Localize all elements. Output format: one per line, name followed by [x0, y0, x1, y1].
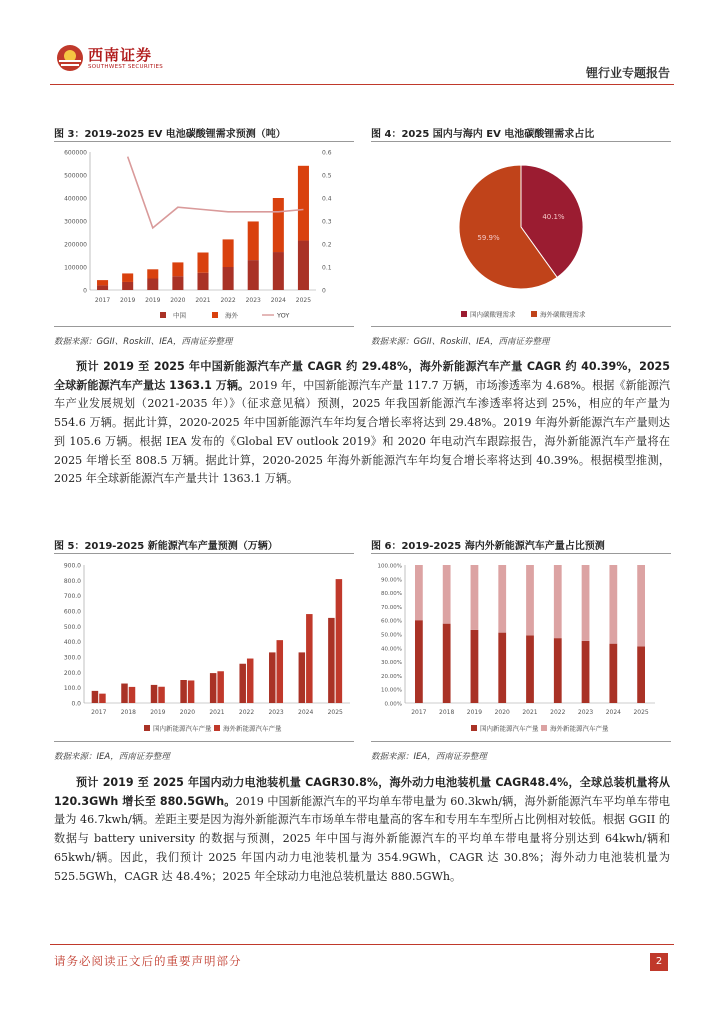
- report-type: 锂行业专题报告: [585, 66, 670, 80]
- fig6-legend-label: 海外新能源汽车产量: [550, 724, 609, 733]
- fig5-legend-label: 海外新能源汽车产量: [223, 724, 282, 733]
- fig5-bar-海外新能源汽车产量: [99, 694, 106, 703]
- fig6-x-tick-label: 2022: [550, 709, 566, 716]
- fig3-legend-label: 中国: [173, 311, 186, 320]
- fig5-source: 数据来源：IEA，西南证券整理: [54, 752, 170, 762]
- fig3-y-tick-label: 600000: [64, 149, 87, 157]
- fig3-bar-中国: [197, 273, 208, 290]
- fig5-bar-国内新能源汽车产量: [121, 684, 128, 703]
- fig3-bar-海外: [223, 239, 234, 267]
- fig4-legend-swatch: [531, 311, 537, 317]
- fig5-bar-海外新能源汽车产量: [129, 687, 136, 703]
- fig6-y-tick-label: 90.00%: [381, 577, 402, 584]
- fig5-x-tick-label: 2022: [238, 709, 255, 716]
- fig3-y2-tick-label: 0.2: [322, 241, 332, 249]
- fig6-y-tick-label: 100.00%: [377, 563, 402, 570]
- logo-text-cn: 西南证券: [88, 46, 153, 64]
- fig6-bar-海外新能源汽车产量: [637, 565, 645, 646]
- fig3-bar-海外: [147, 269, 158, 278]
- fig3-y-tick-label: 300000: [64, 218, 87, 226]
- fig6-bar-国内新能源汽车产量: [498, 633, 506, 703]
- fig5-bar-国内新能源汽车产量: [239, 664, 246, 703]
- fig5-bar-海外新能源汽车产量: [277, 640, 284, 703]
- paragraph-ev-production: [54, 358, 670, 489]
- fig5-bar-海外新能源汽车产量: [247, 659, 254, 703]
- fig4-legend-swatch: [461, 311, 467, 317]
- fig5-legend-label: 国内新能源汽车产量: [153, 724, 212, 733]
- fig6-bar-海外新能源汽车产量: [554, 565, 562, 638]
- fig3-rule-bottom: [54, 326, 354, 327]
- fig5-x-tick-label: 2019: [150, 709, 166, 716]
- fig6-bar-国内新能源汽车产量: [582, 641, 590, 703]
- fig3-bar-海外: [248, 221, 259, 260]
- fig5-title: 图 5：2019-2025 新能源汽车产量预测（万辆）: [54, 541, 278, 552]
- fig6-chart: [371, 555, 671, 740]
- fig3-bar-中国: [273, 252, 284, 290]
- fig6-x-tick-label: 2021: [522, 709, 538, 716]
- footer-notice: 请务必阅读正文后的重要声明部分: [54, 954, 242, 968]
- fig6-y-tick-label: 40.00%: [381, 646, 402, 653]
- fig5-x-tick-label: 2018: [120, 709, 136, 716]
- fig5-rule-bottom: [54, 741, 354, 742]
- fig6-y-tick-label: 0.00%: [384, 701, 402, 708]
- fig3-bar-海外: [197, 253, 208, 273]
- fig6-y-tick-label: 80.00%: [381, 591, 402, 598]
- fig4-value-label: 40.1%: [542, 213, 565, 222]
- fig3-bar-中国: [122, 282, 133, 290]
- fig6-y-tick-label: 20.00%: [381, 673, 402, 680]
- fig4-value-label: 59.9%: [477, 233, 500, 242]
- fig5-x-tick-label: 2024: [298, 709, 314, 716]
- fig6-legend-swatch: [541, 725, 547, 731]
- fig4-legend-label: 海外碳酸锂需求: [540, 310, 586, 319]
- fig3-bar-中国: [223, 267, 234, 290]
- fig3-bar-海外: [122, 273, 133, 282]
- fig3-bar-海外: [97, 280, 108, 285]
- fig3-bar-海外: [273, 198, 284, 252]
- fig6-x-tick-label: 2023: [577, 709, 594, 716]
- fig6-x-tick-label: 2025: [633, 709, 649, 716]
- fig3-y2-tick-label: 0.3: [322, 218, 332, 226]
- fig6-x-tick-label: 2019: [466, 709, 483, 716]
- fig5-x-tick-label: 2017: [91, 709, 107, 716]
- fig6-bar-海外新能源汽车产量: [582, 565, 590, 641]
- fig6-bar-国内新能源汽车产量: [526, 635, 534, 703]
- fig5-bar-国内新能源汽车产量: [299, 652, 306, 703]
- fig3-y2-tick-label: 0.4: [322, 195, 332, 203]
- fig5-bar-国内新能源汽车产量: [269, 652, 276, 703]
- fig3-x-tick-label: 2017: [94, 297, 111, 304]
- fig6-bar-海外新能源汽车产量: [443, 565, 451, 624]
- fig6-bar-国内新能源汽车产量: [471, 630, 479, 703]
- fig5-x-tick-label: 2025: [327, 709, 343, 716]
- fig3-x-tick-label: 2019: [120, 297, 136, 304]
- fig6-y-tick-label: 60.00%: [381, 618, 402, 625]
- fig3-bar-中国: [248, 260, 259, 290]
- fig4-source: 数据来源：GGII、Roskill、IEA，西南证券整理: [371, 337, 550, 347]
- fig3-y-tick-label: 200000: [64, 241, 87, 249]
- fig5-legend-swatch: [144, 725, 150, 731]
- fig5-bar-海外新能源汽车产量: [158, 687, 165, 703]
- fig6-bar-国内新能源汽车产量: [554, 638, 562, 703]
- fig5-y-tick-label: 200.0: [63, 669, 81, 677]
- page-number: 2: [650, 953, 668, 971]
- fig3-y-tick-label: 100000: [64, 264, 87, 272]
- fig5-y-tick-label: 800.0: [63, 577, 81, 585]
- fig5-y-tick-label: 300.0: [63, 654, 81, 662]
- footer-divider: [50, 944, 674, 945]
- fig5-y-tick-label: 500.0: [63, 623, 81, 631]
- fig6-bar-国内新能源汽车产量: [609, 644, 617, 703]
- fig6-rule-bottom: [371, 741, 671, 742]
- fig6-rule: [371, 553, 671, 554]
- fig3-bar-中国: [147, 279, 158, 291]
- fig6-bar-海外新能源汽车产量: [471, 565, 479, 630]
- fig5-bar-国内新能源汽车产量: [92, 691, 99, 703]
- fig3-x-tick-label: 2019: [145, 297, 161, 304]
- fig3-y2-tick-label: 0.6: [322, 149, 332, 157]
- fig5-bar-海外新能源汽车产量: [217, 671, 224, 703]
- fig6-x-tick-label: 2017: [411, 709, 427, 716]
- fig6-bar-国内新能源汽车产量: [415, 620, 423, 703]
- fig3-legend-swatch: [212, 312, 218, 318]
- fig3-y2-tick-label: 0.1: [322, 264, 332, 272]
- fig6-y-tick-label: 10.00%: [381, 687, 402, 694]
- fig3-bar-中国: [97, 285, 108, 290]
- fig6-legend-swatch: [471, 725, 477, 731]
- fig5-y-tick-label: 700.0: [63, 593, 81, 601]
- fig6-legend-label: 国内新能源汽车产量: [480, 724, 539, 733]
- fig6-title: 图 6：2019-2025 海内外新能源汽车产量占比预测: [371, 541, 605, 552]
- fig3-title: 图 3：2019-2025 EV 电池碳酸锂需求预测（吨）: [54, 129, 286, 140]
- fig3-source: 数据来源：GGII、Roskill、IEA，西南证券整理: [54, 337, 233, 347]
- fig3-x-tick-label: 2020: [170, 297, 186, 304]
- logo-emblem-icon: [56, 44, 84, 72]
- fig6-source: 数据来源：IEA，西南证券整理: [371, 752, 487, 762]
- fig6-bar-国内新能源汽车产量: [443, 624, 451, 703]
- fig5-y-tick-label: 0.0: [71, 700, 81, 708]
- fig4-legend-label: 国内碳酸锂需求: [470, 310, 516, 319]
- fig5-bar-海外新能源汽车产量: [336, 579, 343, 703]
- fig6-x-tick-label: 2020: [494, 709, 510, 716]
- fig3-x-tick-label: 2023: [245, 297, 261, 304]
- fig3-legend-label: 海外: [225, 311, 238, 320]
- fig6-bar-海外新能源汽车产量: [498, 565, 506, 633]
- fig6-y-tick-label: 50.00%: [381, 632, 402, 639]
- fig3-bar-中国: [298, 241, 309, 290]
- fig6-bar-海外新能源汽车产量: [526, 565, 534, 635]
- fig4-rule-bottom: [371, 326, 671, 327]
- paragraph-battery-installations: [54, 774, 670, 886]
- fig5-bar-国内新能源汽车产量: [151, 685, 158, 703]
- paragraph-ev-production-body: 2019 年，中国新能源汽车产量 117.7 万辆，市场渗透率为 4.68%。根据《新能源汽车产业发展规划（2021-2035 年）》（征求意见稿）预测，2025 年我国新能源汽车渗透率将达到 25%，相应的年产量为 554.6 万辆。据此计算，2020-2025 年中国新能源汽车年均复合增长率将达到 29.48%。2019 年海外新能源汽车产量则达到 105.6 万辆。根据 IEA 发布的《Global EV outlook 2019》和 2020 年电动汽车跟踪报告，海外新能源汽车产量将在 2025 年增长至 808.5 万辆。据此计算，2020-2025 年海外新能源汽车年均复合增长率将达到 40.39%。根据模型推测，2025 年全球新能源汽车产量共计 1363.1 万辆。: [54, 378, 671, 486]
- fig3-legend-swatch: [160, 312, 166, 318]
- fig5-legend-swatch: [214, 725, 220, 731]
- paragraph-battery-body: 2019 中国新能源汽车的平均单车带电量为 60.3kwh/辆，海外新能源汽车平均单车带电量为 46.7kwh/辆。差距主要是因为海外新能源汽车市场单车带电量高的客车和专用车车型所占比例相对较低。根据 GGII 的数据与 battery university 的数据与预测，2025 年中国与海外新能源汽车的平均单车带电量将分别达到 64kwh/辆和 65kwh/辆。因此，我们预计 2025 年国内动力电池装机量为 354.9GWh，CAGR 达 30.8%；海外动力电池装机量为 525.5GWh，CAGR 达 48.4%；2025 年全球动力电池总装机量达 880.5GWh。: [54, 794, 671, 883]
- fig5-bar-国内新能源汽车产量: [328, 618, 335, 703]
- header-divider: [50, 84, 674, 85]
- fig3-bar-海外: [172, 262, 183, 276]
- fig6-x-tick-label: 2018: [439, 709, 455, 716]
- fig5-y-tick-label: 900.0: [63, 562, 81, 570]
- fig3-bar-中国: [172, 276, 183, 290]
- fig5-x-tick-label: 2020: [179, 709, 196, 716]
- fig3-y-tick-label: 0: [83, 287, 87, 295]
- fig5-bar-国内新能源汽车产量: [210, 673, 217, 703]
- fig5-y-tick-label: 400.0: [63, 639, 81, 647]
- fig5-bar-海外新能源汽车产量: [306, 614, 313, 703]
- fig3-y2-tick-label: 0: [322, 287, 326, 295]
- fig6-bar-国内新能源汽车产量: [637, 646, 645, 703]
- fig5-x-tick-label: 2021: [209, 709, 225, 716]
- fig5-y-tick-label: 600.0: [63, 608, 81, 616]
- fig5-chart: [54, 555, 354, 740]
- fig3-y2-tick-label: 0.5: [322, 172, 332, 180]
- paragraph-ev-production-lead: 预计 2019 至 2025 年中国新能源汽车产量 CAGR 约 29.48%，海外新能源汽车产量 CAGR 约 40.39%，2025 全球新能源汽车产量达 1363.1 万辆。: [54, 360, 670, 392]
- fig5-x-tick-label: 2023: [268, 709, 284, 716]
- fig5-rule: [54, 553, 354, 554]
- fig3-chart: [54, 142, 354, 325]
- fig3-x-tick-label: 2022: [220, 297, 236, 304]
- fig3-legend-label: YOY: [277, 311, 290, 320]
- fig6-y-tick-label: 70.00%: [381, 604, 402, 611]
- fig5-y-tick-label: 100.0: [63, 685, 81, 693]
- fig6-bar-海外新能源汽车产量: [609, 565, 617, 644]
- fig6-x-tick-label: 2024: [605, 709, 621, 716]
- fig6-bar-海外新能源汽车产量: [415, 565, 423, 620]
- fig5-bar-国内新能源汽车产量: [180, 680, 187, 703]
- logo-text-en: SOUTHWEST SECURITIES: [88, 64, 164, 70]
- fig6-y-tick-label: 30.00%: [381, 660, 402, 667]
- fig3-x-tick-label: 2025: [295, 297, 312, 304]
- fig3-x-tick-label: 2021: [195, 297, 211, 304]
- fig4-title: 图 4：2025 国内与海内 EV 电池碳酸锂需求占比: [371, 129, 595, 140]
- paragraph-battery-lead: 预计 2019 至 2025 年国内动力电池装机量 CAGR30.8%，海外动力电池装机量 CAGR48.4%，全球总装机量将从 120.3GWh 增长至 880.5GWh。: [54, 776, 670, 808]
- fig3-y-tick-label: 400000: [64, 195, 87, 203]
- fig5-bar-海外新能源汽车产量: [188, 680, 195, 703]
- fig3-y-tick-label: 500000: [64, 172, 87, 180]
- fig3-bar-海外: [298, 166, 309, 241]
- fig3-x-tick-label: 2024: [270, 297, 286, 304]
- fig4-chart: [371, 142, 671, 325]
